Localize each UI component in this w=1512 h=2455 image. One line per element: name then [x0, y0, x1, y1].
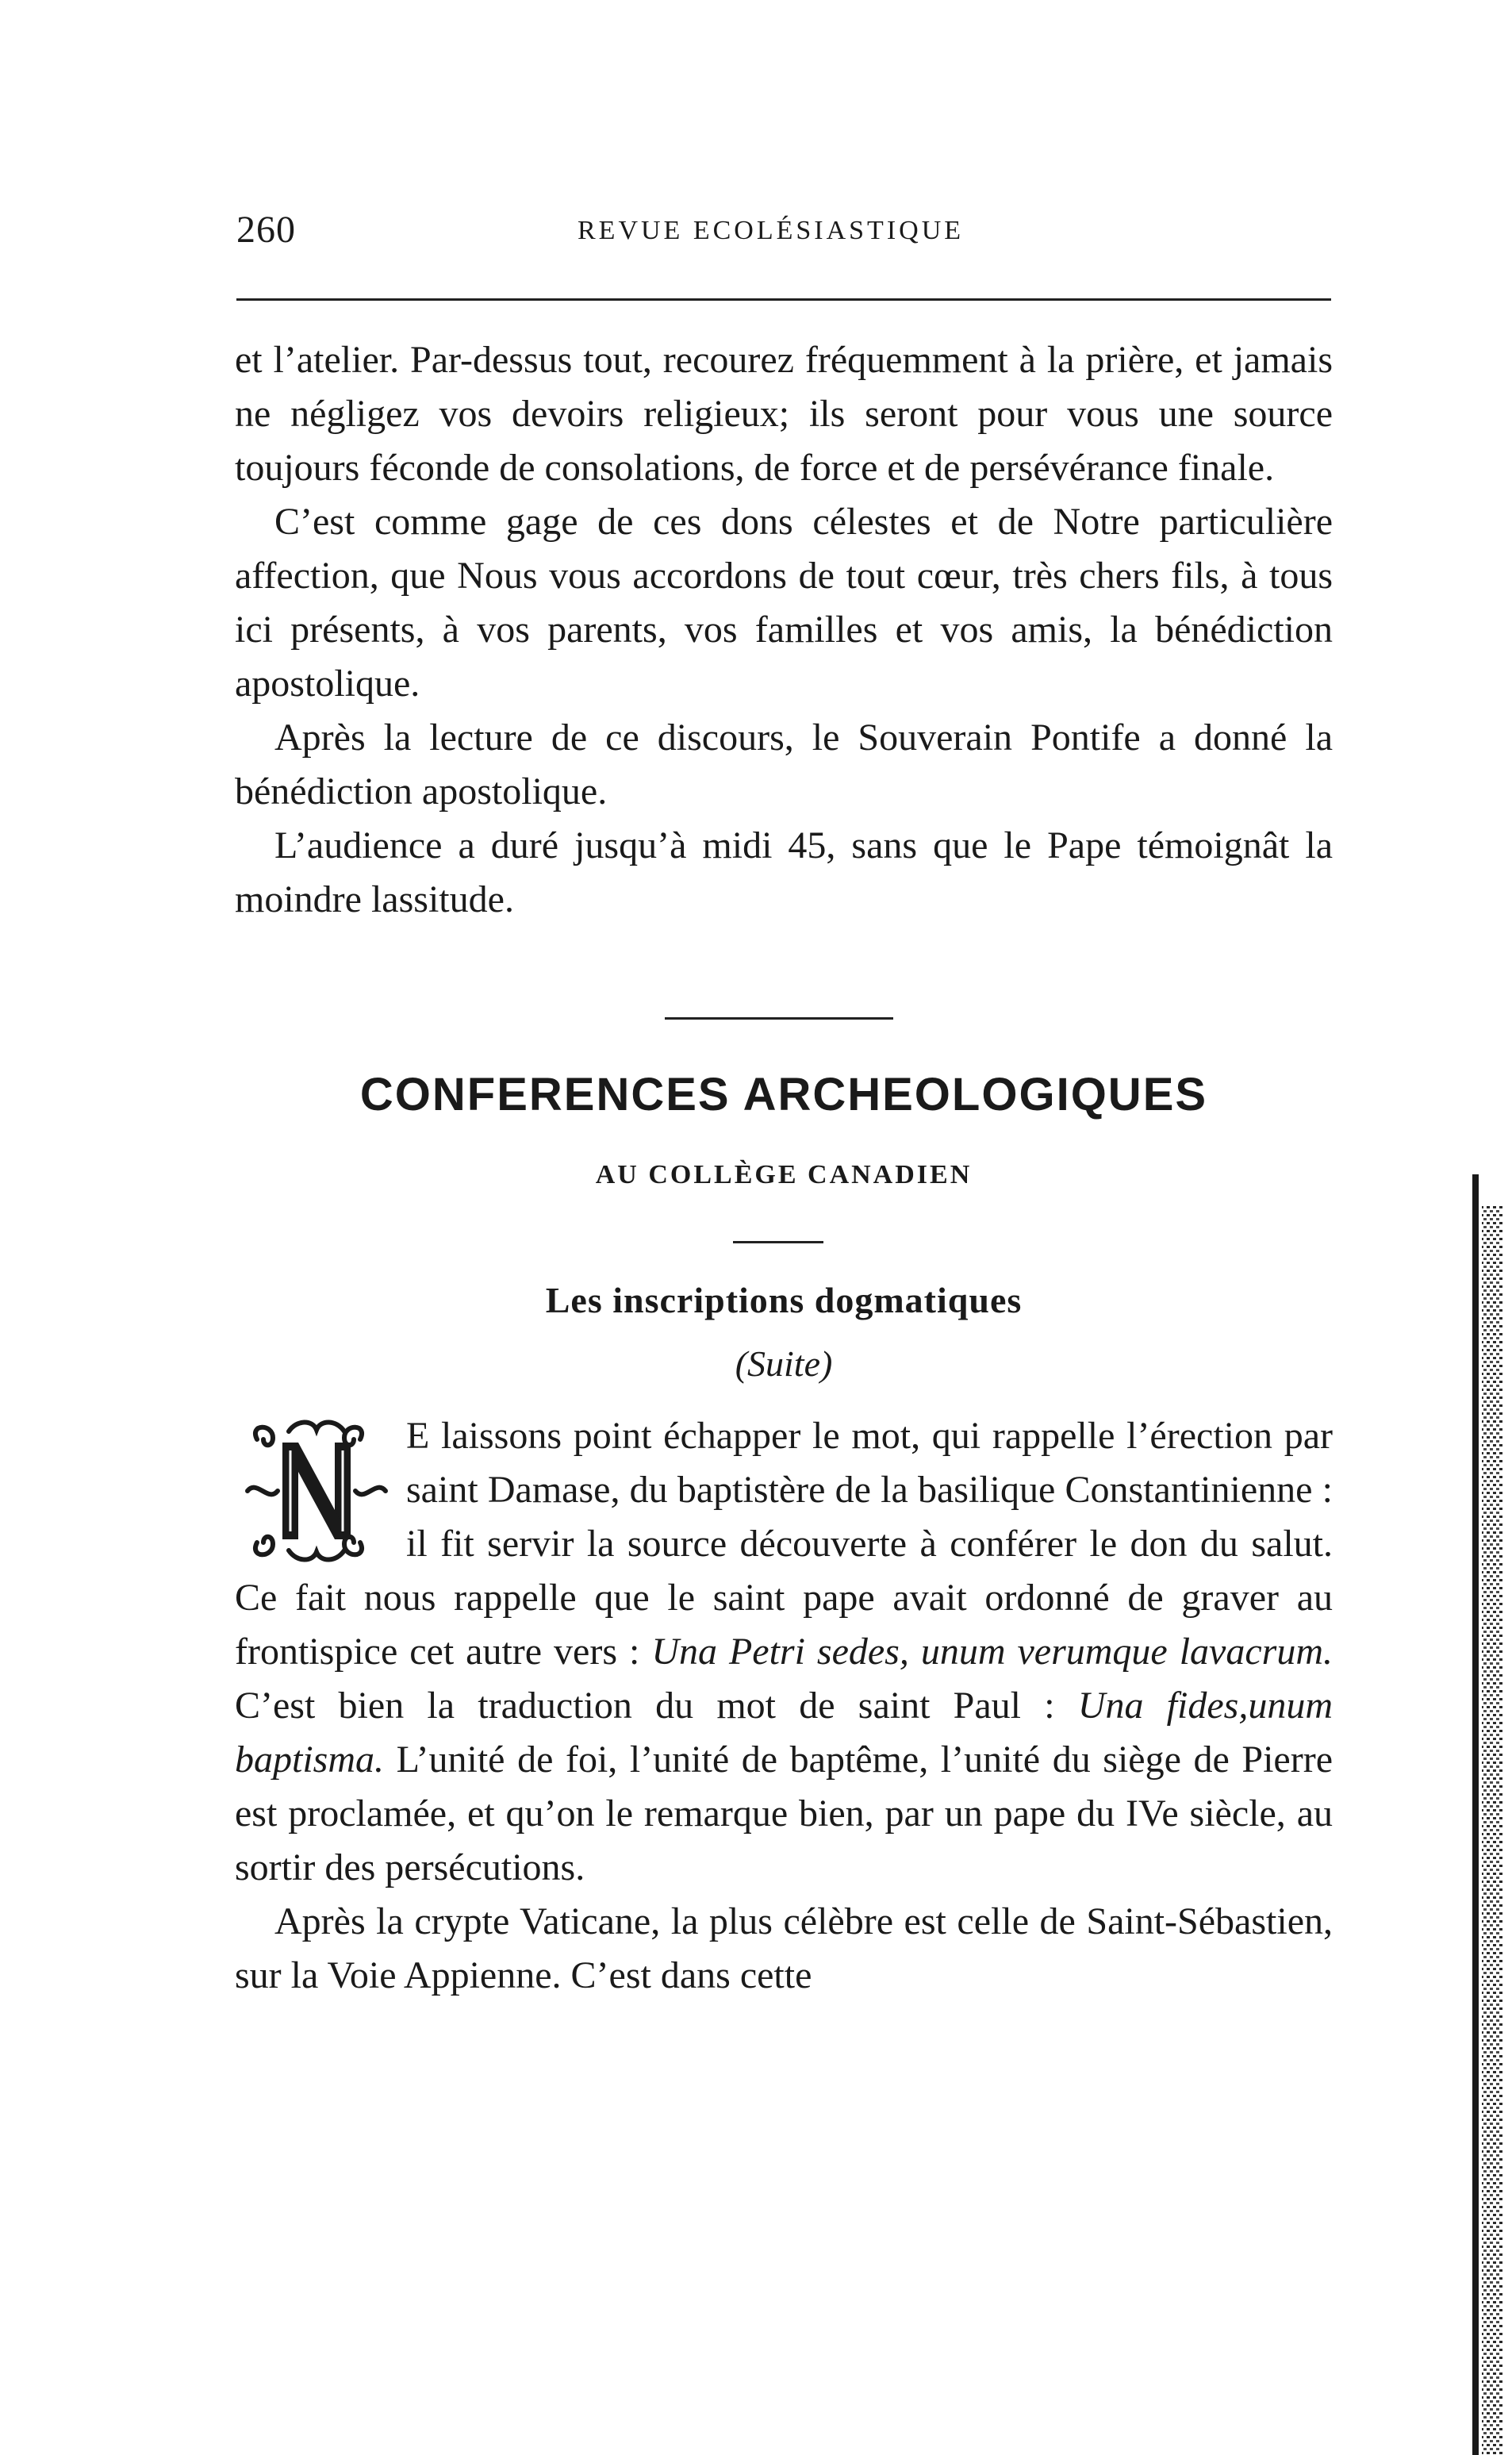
header-rule: [236, 298, 1331, 301]
paragraph: C’est comme gage de ces dons célestes et de Notre particulière affection, que Nous vous accordons de tout cœur, très chers fils, à tous ici présents, à vos parents, vos familles et vos amis, la bénédiction apostolique.: [235, 501, 1333, 705]
paragraph: et l’atelier. Par-dessus tout, recourez fréquemment à la prière, et jamais ne négligez vos devoirs religieux; ils seront pour vous une source toujours féconde de consolations, de force et de persévérance finale.: [235, 339, 1333, 489]
continuation-label: (Suite): [735, 1343, 833, 1384]
paragraph: L’audience a duré jusqu’à midi 45, sans que le Pape témoignât la moindre lassitude.: [235, 824, 1333, 920]
article-title: Les inscriptions dogmatiques: [545, 1280, 1023, 1320]
text-run: L’unité de foi, l’unité de baptême, l’unité du siège de Pierre est proclamée, et qu’on le remarque bien, par un pape du IVe siècle, au sortir des persécutions.: [235, 1738, 1333, 1888]
text-run: C’est bien la traduction du mot de saint Paul :: [235, 1685, 1078, 1727]
latin-quote: Una fides,unum baptisma.: [235, 1685, 1333, 1781]
article-text: [235, 1409, 1333, 2003]
subtitle-rule: [733, 1241, 823, 1243]
text-run: E laissons point échapper le mot, qui rappelle l’érection par saint Damase, du baptistère de la basilique Constantinienne : il fit servir la source découverte à conférer le don du salut. Ce fait nous rappelle que le saint pape avait ordonné de graver au frontispice cet autre vers :: [235, 1415, 1333, 1673]
page-number: 260: [236, 209, 296, 251]
section-title: CONFERENCES ARCHEOLOGIQUES: [359, 1069, 1208, 1120]
section-separator-rule: [665, 1017, 893, 1020]
latin-quote: Una Petri sedes, unum verumque lavacrum.: [651, 1631, 1333, 1673]
paragraph: Après la crypte Vaticane, la plus célèbre est celle de Saint-Sébastien, sur la Voie Appienne. C’est dans cette: [235, 1900, 1333, 1996]
scanned-page-edge: [1461, 1174, 1506, 2455]
page-header: [236, 208, 1331, 263]
paragraph: [235, 1409, 1333, 1895]
ornamental-dropcap-n-icon: [241, 1416, 392, 1566]
paragraph: Après la lecture de ce discours, le Souverain Pontife a donné la bénédiction apostolique.: [235, 717, 1333, 813]
running-title: REVUE ECOLÉSIASTIQUE: [578, 216, 965, 245]
closing-discourse-text: [235, 333, 1333, 927]
section-subtitle: AU COLLÈGE CANADIEN: [595, 1160, 973, 1189]
